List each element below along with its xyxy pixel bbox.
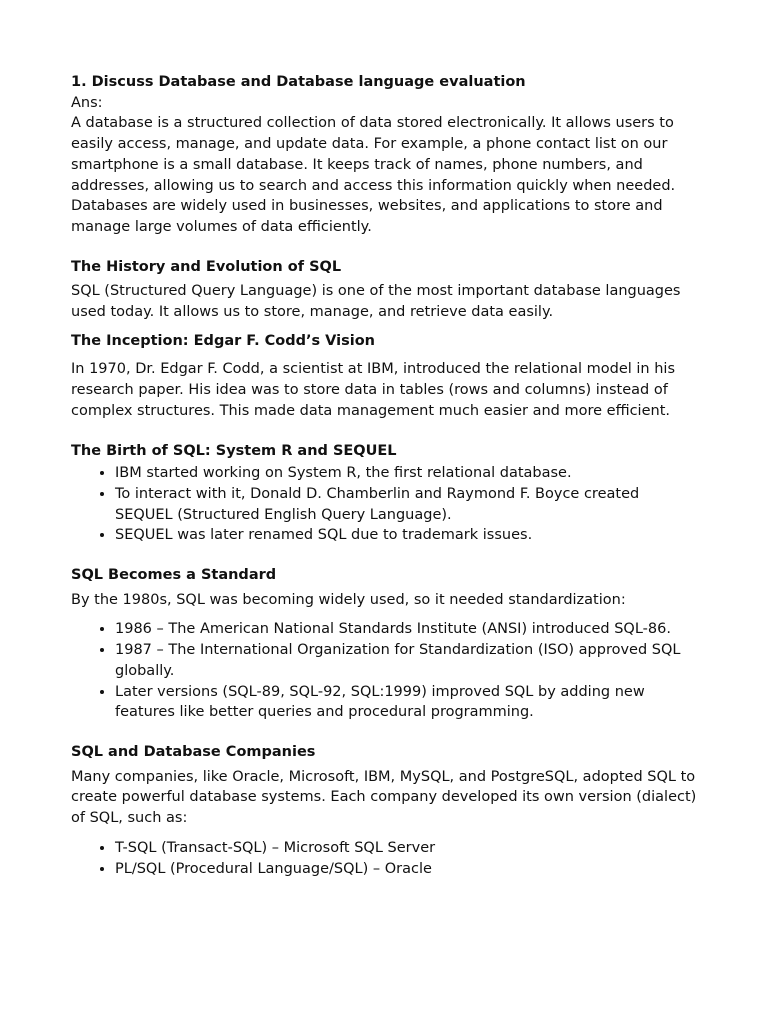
bullet-list [71, 838, 701, 879]
answer-label: Ans: [71, 94, 103, 111]
section-heading: SQL Becomes a Standard [71, 567, 277, 584]
document-page [71, 72, 701, 879]
section-heading: The Inception: Edgar F. Codd’s Vision [71, 332, 376, 349]
list-item: • SEQUEL was later renamed SQL due to trademark issues. [115, 525, 701, 546]
section-birth-of-sql [71, 441, 701, 547]
list-item: • To interact with it, Donald D. Chamberlin and Raymond F. Boyce created SEQUEL (Structured English Query Language). [115, 484, 701, 525]
list-item: • 1986 – The American National Standards Institute (ANSI) introduced SQL-86. [115, 619, 701, 640]
section-database-companies [71, 742, 701, 879]
list-item: • T-SQL (Transact-SQL) – Microsoft SQL Server [115, 838, 701, 859]
section-paragraph: Many companies, like Oracle, Microsoft, IBM, MySQL, and PostgreSQL, adopted SQL to create powerful database systems. Each company developed its own version (dialect) of SQL, such as: [71, 768, 697, 827]
question-title: 1. Discuss Database and Database language evaluation [71, 74, 526, 90]
section-heading: The Birth of SQL: System R and SEQUEL [71, 442, 397, 459]
section-paragraph: SQL (Structured Query Language) is one of the most important database languages used today. It allows us to store, manage, and retrieve data easily. [71, 283, 681, 321]
list-item: • IBM started working on System R, the first relational database. [115, 463, 701, 484]
list-item: • Later versions (SQL-89, SQL-92, SQL:1999) improved SQL by adding new features like better queries and procedural programming. [115, 682, 701, 723]
section-inception [71, 331, 701, 422]
list-item: • 1987 – The International Organization for Standardization (ISO) approved SQL globally. [115, 640, 701, 681]
section-history-evolution [71, 257, 701, 323]
bullet-list [71, 619, 701, 723]
section-paragraph: In 1970, Dr. Edgar F. Codd, a scientist at IBM, introduced the relational model in his research paper. His idea was to store data in tables (rows and columns) instead of complex structures. This made data management much easier and more efficient. [71, 361, 676, 419]
section-heading: The History and Evolution of SQL [71, 258, 342, 275]
section-sql-standard [71, 565, 701, 723]
bullet-list [71, 463, 701, 546]
list-item: • PL/SQL (Procedural Language/SQL) – Oracle [115, 859, 701, 880]
section-paragraph: By the 1980s, SQL was becoming widely used, so it needed standardization: [71, 591, 626, 608]
section-heading: SQL and Database Companies [71, 743, 316, 760]
intro-paragraph: A database is a structured collection of data stored electronically. It allows users to easily access, manage, and update data. For example, a phone contact list on our smartphone is a small database. It keeps track of names, phone numbers, and addresses, allowing us to search and access this information quickly when needed. Databases are widely used in businesses, websites, and applications to store and manage large volumes of data efficiently. [71, 115, 676, 235]
